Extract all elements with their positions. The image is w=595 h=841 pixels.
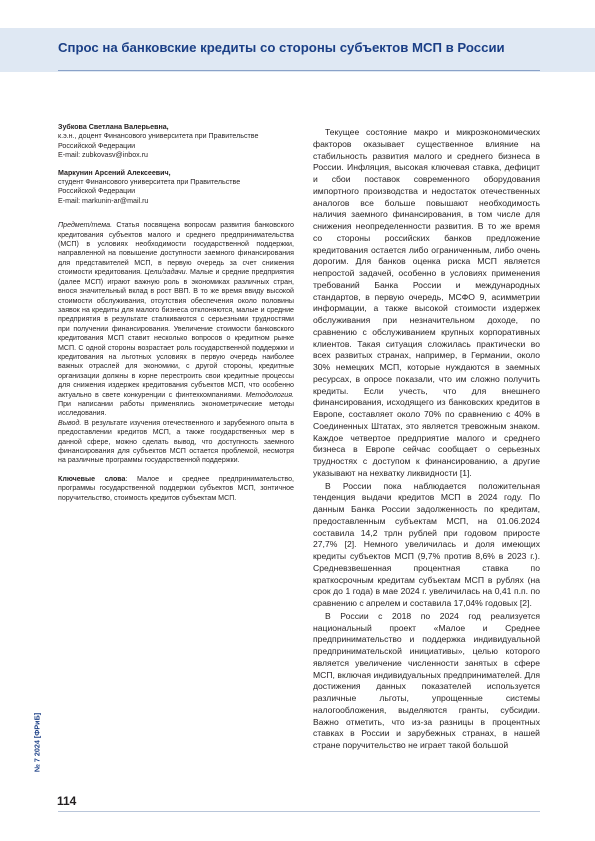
author-affiliation: Российской Федерации (58, 141, 136, 150)
abstract (58, 221, 294, 466)
keywords (58, 475, 294, 503)
article-title: Спрос на банковские кредиты со стороны субъектов МСП в России (58, 40, 505, 55)
journal-issue-label: № 7 2024 [ФРиБ] (32, 712, 42, 773)
footer-rule (58, 811, 540, 812)
abstract-text-goals: Малые и средние предприятия (далее МСП) играют важную роль в экономиках различных стран, внося значительный вклад в рост ВВП. В то же время ввиду высокой стоимости обслуживания, отсутствия обеспечения около половины заявок на кредиты для малого бизнеса отклоняются, малые и средние предприятия в результате сталкиваются с серьезными трудностями при получении финансирования. Увеличение стоимости банковского кредитования МСП ставит несколько вопросов о кредитном рынке МСП. С одной стороны возрастает роль государственной поддержки и кредитования на льготных условиях в первую очередь наиболее важных отраслей для экономики, с другой стороны, кредитные организации должны в корне перестроить свои кредитные процессы для снижения издержек кредитования субъектов МСП, что особенно актуально в свете конкуренции с финтехкомпаниями. (58, 268, 294, 399)
abstract-label-subject: Предмет/тема. (58, 221, 113, 230)
title-rule (58, 70, 540, 71)
author-email: E-mail: markunin-ar@mail.ru (58, 196, 149, 205)
author-name: Зубкова Светлана Валерьевна, (58, 123, 169, 131)
abstract-result (58, 419, 294, 466)
page-number: 114 (57, 794, 77, 808)
abstract-main (58, 221, 294, 419)
abstract-text-result: В результате изучения отечественного и зарубежного опыта в предоставлении кредитов МСП, а также государственных мер в данной сфере, можно сделать вывод, что доступность заемного финансирования для субъектов МСП остается проблемой, несмотря на различные программы государственной поддержки. (58, 418, 294, 465)
keywords-label: Ключевые слова (58, 474, 126, 483)
left-column (58, 123, 294, 503)
author-email: E-mail: zubkovasv@inbox.ru (58, 151, 148, 160)
abstract-label-result: Вывод. (58, 418, 82, 427)
author-block (58, 169, 294, 207)
body-paragraph: Текущее состояние макро и микроэкономических факторов оказывает существенное влияние на стабильность развития малого и среднего бизнеса в России. Инфляция, высокая ключевая ставка, дефицит и сбои поставок современного оборудования импортного производства и недостаток отечественных аналогов все больше повышают необходимость наличия заемного финансирования, в том числе для снижения неопределенности развития. В то же время со стороны российских банков предложение кредитования остается либо ограниченным, либо очень дорогим. Для банков оценка риска МСП является непростой задачей, особенно в условиях применения требований Банка России и международных стандартов, в первую очередь, МСФО 9, асимметрии информации, а также высокой стоимости издержек обслуживания при незначительном доходе, по сравнению с обслуживанием крупных корпоративных клиентов. Такая ситуация сложилась практически во всех развитых странах, например, в Германии, около 30% немецких МСП, которые нуждаются в заемных ресурсах, в опросе показали, что им сложно получить кредиты. Если учесть, что для внешнего финансирования, исходящего из банковских кредитов в Европе, составляет около 70% по сравнению с 40% в Соединенных Штатах, это является тревожным знаком. Каждое четвертое предприятие малого и среднего бизнеса в Европе сейчас сообщает о серьезных трудностях с доступом к финансированию, а другие указывают на нехватку ликвидности [1]. (313, 127, 540, 478)
abstract-label-method: Методология. (245, 390, 294, 399)
abstract-text-method: При написании работы применялись эконометрические методы исследования. (58, 399, 294, 418)
author-affiliation: к.э.н., доцент Финансового университета при Правительстве (58, 132, 259, 141)
journal-issue-tab (30, 700, 42, 790)
author-block (58, 123, 294, 161)
body-paragraph: В России с 2018 по 2024 год реализуется национальный проект «Малое и Среднее предпринимательство и поддержка индивидуальной предпринимательской инициативы», целью которого является увеличение численности занятых в сфере МСП, включая индивидуальных предпринимателей. Для достижения данных показателей используется различные льготы, упрощенные системы налогообложения, выделяются гранты, субсидии. Важно отметить, что из-за разницы в процентных ставках в России и зарубежных странах, в нашей стране поручительство не играет такой большой (313, 610, 540, 750)
abstract-text-subject: Статья посвящена вопросам развития банковского кредитования субъектов малого и среднего предпринимательства (МСП) в условиях необходимости государственной поддержки, направленной на повышение доступности заемного финансирования для представителей МСП, в первую очередь за счет снижения стоимости кредитования. (58, 221, 294, 277)
author-affiliation: студент Финансового университета при Правительстве (58, 178, 241, 187)
keywords-text: : Малое и среднее предпринимательство, программы государственной поддержки субъектов МСП, зонтичное поручительство, стоимость кредитов субъектам МСП. (58, 474, 294, 502)
author-affiliation: Российской Федерации (58, 187, 136, 196)
abstract-label-goals: Цели/задачи. (144, 268, 188, 277)
body-paragraph: В России пока наблюдается положительная тенденция выдачи кредитов МСП в 2024 году. По данным Банка России задолженность по кредитам, предоставленным субъектам МСП, на 01.06.2024 составила 14,2 трлн рублей при годовом приросте 27,7% [2]. Немного увеличилась и доля имеющих кредиты субъектов МСП (9,7% против 8,6% в 2023 г.). Средневзвешенная процентная ставка по краткосрочным кредитам субъектам МСП в рублях (на срок до 1 года) в мае 2024 г. увеличилась на 0,41 п.п. по сравнению с апрелем и составила 17,04% годовых [2]. (313, 480, 540, 608)
body-text (313, 127, 540, 752)
author-name: Маркунин Арсений Алексеевич, (58, 168, 171, 177)
